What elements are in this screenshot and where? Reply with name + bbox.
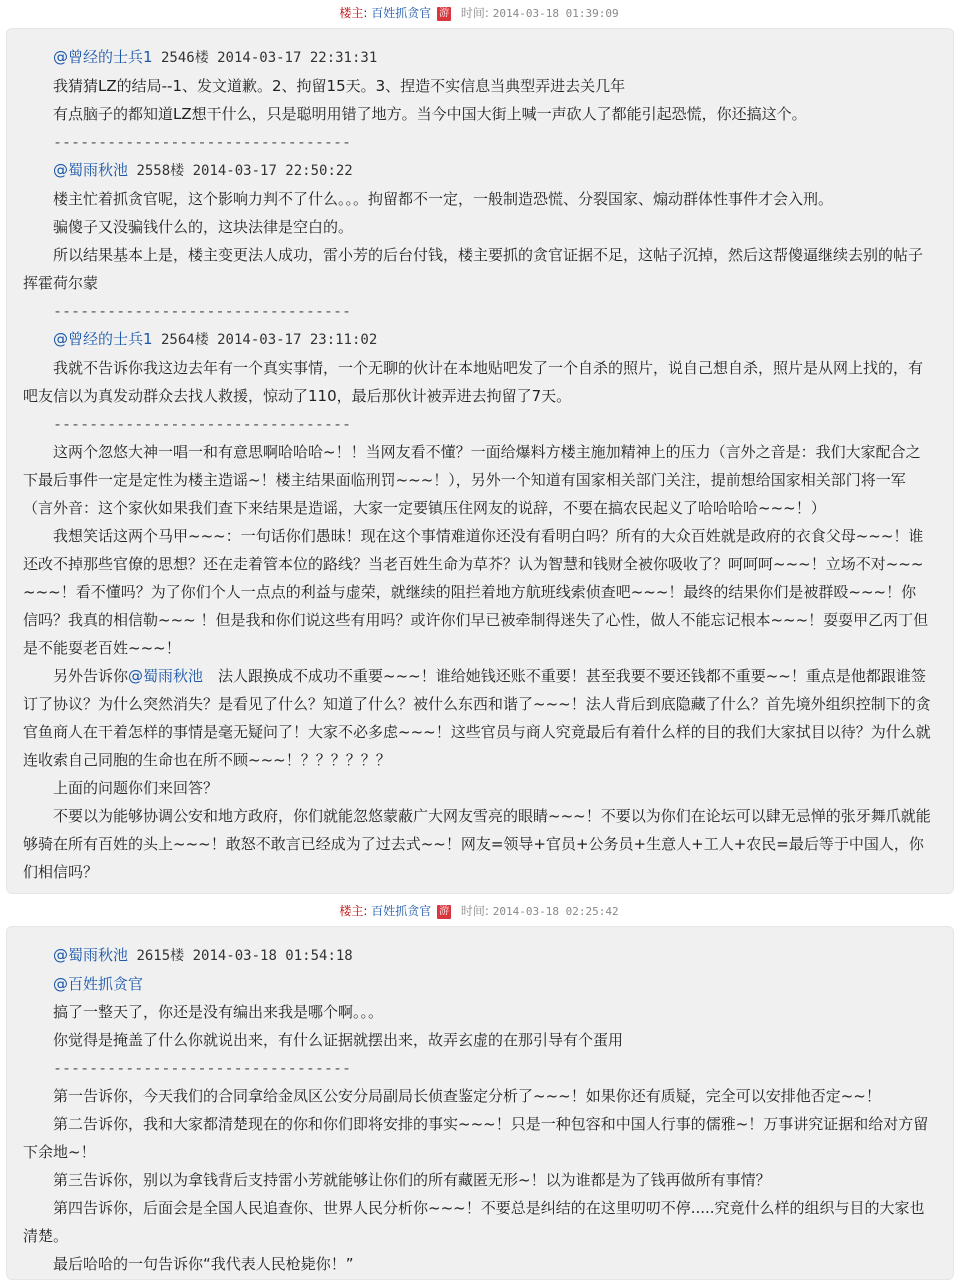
post-time: 2014-03-18 02:25:42 (492, 905, 619, 918)
body-paragraph: 第二告诉你，我和大家都清楚现在的你和你们即将安排的事实~~~！只是一种包容和中国人行事的儒雅~！万事讲究证据和给对方留下余地~！ (23, 1115, 929, 1161)
separator: --------------------------------- (53, 133, 352, 151)
separator: --------------------------------- (53, 415, 352, 433)
quote-header: @蜀雨秋池 2558楼 2014-03-17 22:50:22 (53, 161, 353, 179)
post-body-1 (6, 28, 954, 894)
separator: --------------------------------- (53, 302, 352, 320)
post-body-2 (6, 926, 954, 1280)
lz-label: 楼主: (339, 6, 368, 20)
post-meta-1 (0, 0, 958, 26)
mention-link[interactable]: @蜀雨秋池 (53, 946, 129, 964)
quote-line: 你觉得是掩盖了什么你就说出来，有什么证据就摆出来，故弄玄虚的在那引导有个蛋用 (53, 1031, 624, 1049)
body-paragraph: 第三告诉你，别以为拿钱背后支持雷小芳就能够让你们的所有藏匿无形~！以为谁都是为了钱再做所有事情？ (53, 1171, 771, 1189)
body-paragraph: 第一告诉你，今天我们的合同拿给金凤区公安分局副局长侦查鉴定分析了~~~！如果你还有质疑，完全可以安排他否定~~！ (53, 1087, 881, 1105)
quote-line: 我猜猜LZ的结局--1、发文道歉。2、拘留15天。3、捏造不实信息当典型弄进去关几年 (53, 77, 626, 95)
separator: --------------------------------- (53, 1059, 352, 1077)
mention-link[interactable]: @百姓抓贪官 (53, 975, 144, 993)
guest-badge: 游 (439, 7, 450, 19)
body-paragraph: 这两个忽悠大神一唱一和有意思啊哈哈哈~！！当网友看不懂？一面给爆料方楼主施加精神上的压力（言外之音是：我们大家配合之下最后事件一定是定性为楼主造谣~！楼主结果面临刑罚~~~！），另外一个知道有国家相关部门关注，提前想给国家相关部门将一军（言外音：这个家伙如果我们查下来结果是造谣，大家一定要镇压住网友的说辞，不要在搞农民起义了哈哈哈哈~~~！） (23, 443, 921, 517)
time-label: 时间: (460, 6, 489, 20)
lz-label: 楼主: (339, 904, 368, 918)
body-paragraph: 上面的问题你们来回答？ (53, 779, 219, 797)
body-paragraph: 最后哈哈的一句告诉你“我代表人民枪毙你！” (53, 1255, 354, 1273)
body-paragraph: 另外告诉你@蜀雨秋池 法人跟换成不成功不重要~~~！谁给她钱还账不重要！甚至我要不要还钱都不重要~~！重点是他都跟谁签订了协议？为什么突然消失？是看见了什么？知道了什么？被什么东西和谐了~~~！法人背后到底隐藏了什么？首先境外组织控制下的贪官鱼商人在干着怎样的事情是毫无疑问了！大家不必多虑~~~！这些官员与商人究竟最后有着什么样的目的我们大家拭目以待？为什么就连收索自己同胞的生命也在所不顾~~~！？？？？？？ (23, 667, 931, 769)
quote-line: 骗傻子又没骗钱什么的，这块法律是空白的。 (53, 218, 354, 236)
quote-mention (23, 970, 931, 998)
quote-line: 楼主忙着抓贪官呢，这个影响力判不了什么。。。拘留都不一定，一般制造恐慌、分裂国家、煽动群体性事件才会入刑。 (53, 190, 834, 208)
quote-line: 有点脑子的都知道LZ想干什么，只是聪明用错了地方。当今中国大街上喊一声砍人了都能引起恐慌，你还搞这个。 (53, 105, 807, 123)
guest-badge: 游 (439, 905, 450, 917)
body-paragraph: 不要以为能够协调公安和地方政府，你们就能忽悠蒙蔽广大网友雪亮的眼睛~~~！不要以为你们在论坛可以肆无忌惮的张牙舞爪就能够骑在所有百姓的头上~~~！敢怒不敢言已经成为了过去式~~！网友=领导+官员+公务员+生意人+工人+农民=最后等于中国人，你们相信吗？ (23, 807, 931, 881)
post-time: 2014-03-18 01:39:09 (492, 7, 619, 20)
quote-line: 所以结果基本上是，楼主变更法人成功，雷小芳的后台付钱，楼主要抓的贪官证据不足，这帖子沉掉，然后这帮傻逼继续去别的帖子挥霍荷尔蒙 (23, 246, 924, 292)
mention-link[interactable]: @曾经的士兵1 (53, 330, 153, 348)
mention-link[interactable]: @曾经的士兵1 (53, 48, 153, 66)
quote-header: @曾经的士兵1 2546楼 2014-03-17 22:31:31 (53, 48, 378, 66)
mention-link[interactable]: @蜀雨秋池 (53, 161, 129, 179)
quote-header: @曾经的士兵1 2564楼 2014-03-17 23:11:02 (53, 330, 378, 348)
author-link[interactable]: 百姓抓贪官 (371, 904, 432, 918)
body-paragraph: 我想笑话这两个马甲~~~：一句话你们愚昧！现在这个事情难道你还没有看明白吗？所有的大众百姓就是政府的衣食父母~~~！谁还改不掉那些官僚的思想？还在走着管本位的路线？当老百姓生命为草芥？认为智慧和钱财全被你吸收了？呵呵呵~~~！立场不对~~~~~~！看不懂吗？为了你们个人一点点的利益与虚荣，就继续的阻拦着地方航班线索侦查吧~~~！最终的结果你们是被群殴~~~！你信吗？我真的相信勒~~~ ！但是我和你们说这些有用吗？或许你们早已被牵制得迷失了心性，做人不能忘记根本~~~！耍耍甲乙丙丁但是不能耍老百姓~~~！ (23, 527, 929, 657)
quote-header: @蜀雨秋池 2615楼 2014-03-18 01:54:18 (53, 946, 353, 964)
author-link[interactable]: 百姓抓贪官 (371, 6, 432, 20)
post-meta-2 (0, 898, 958, 924)
time-label: 时间: (460, 904, 489, 918)
quote-line: 我就不告诉你我这边去年有一个真实事情，一个无聊的伙计在本地贴吧发了一个自杀的照片，说自己想自杀，照片是从网上找的，有吧友信以为真发动群众去找人救援，惊动了110，最后那伙计被弄进去拘留了7天。 (23, 359, 924, 405)
quote-line: 搞了一整天了，你还是没有编出来我是哪个啊。。。 (53, 1003, 384, 1021)
body-paragraph: 第四告诉你，后面会是全国人民追查你、世界人民分析你~~~！不要总是纠结的在这里叨叨不停.....究竟什么样的组织与目的大家也清楚。 (23, 1199, 925, 1245)
mention-link[interactable]: @蜀雨秋池 (128, 667, 204, 685)
